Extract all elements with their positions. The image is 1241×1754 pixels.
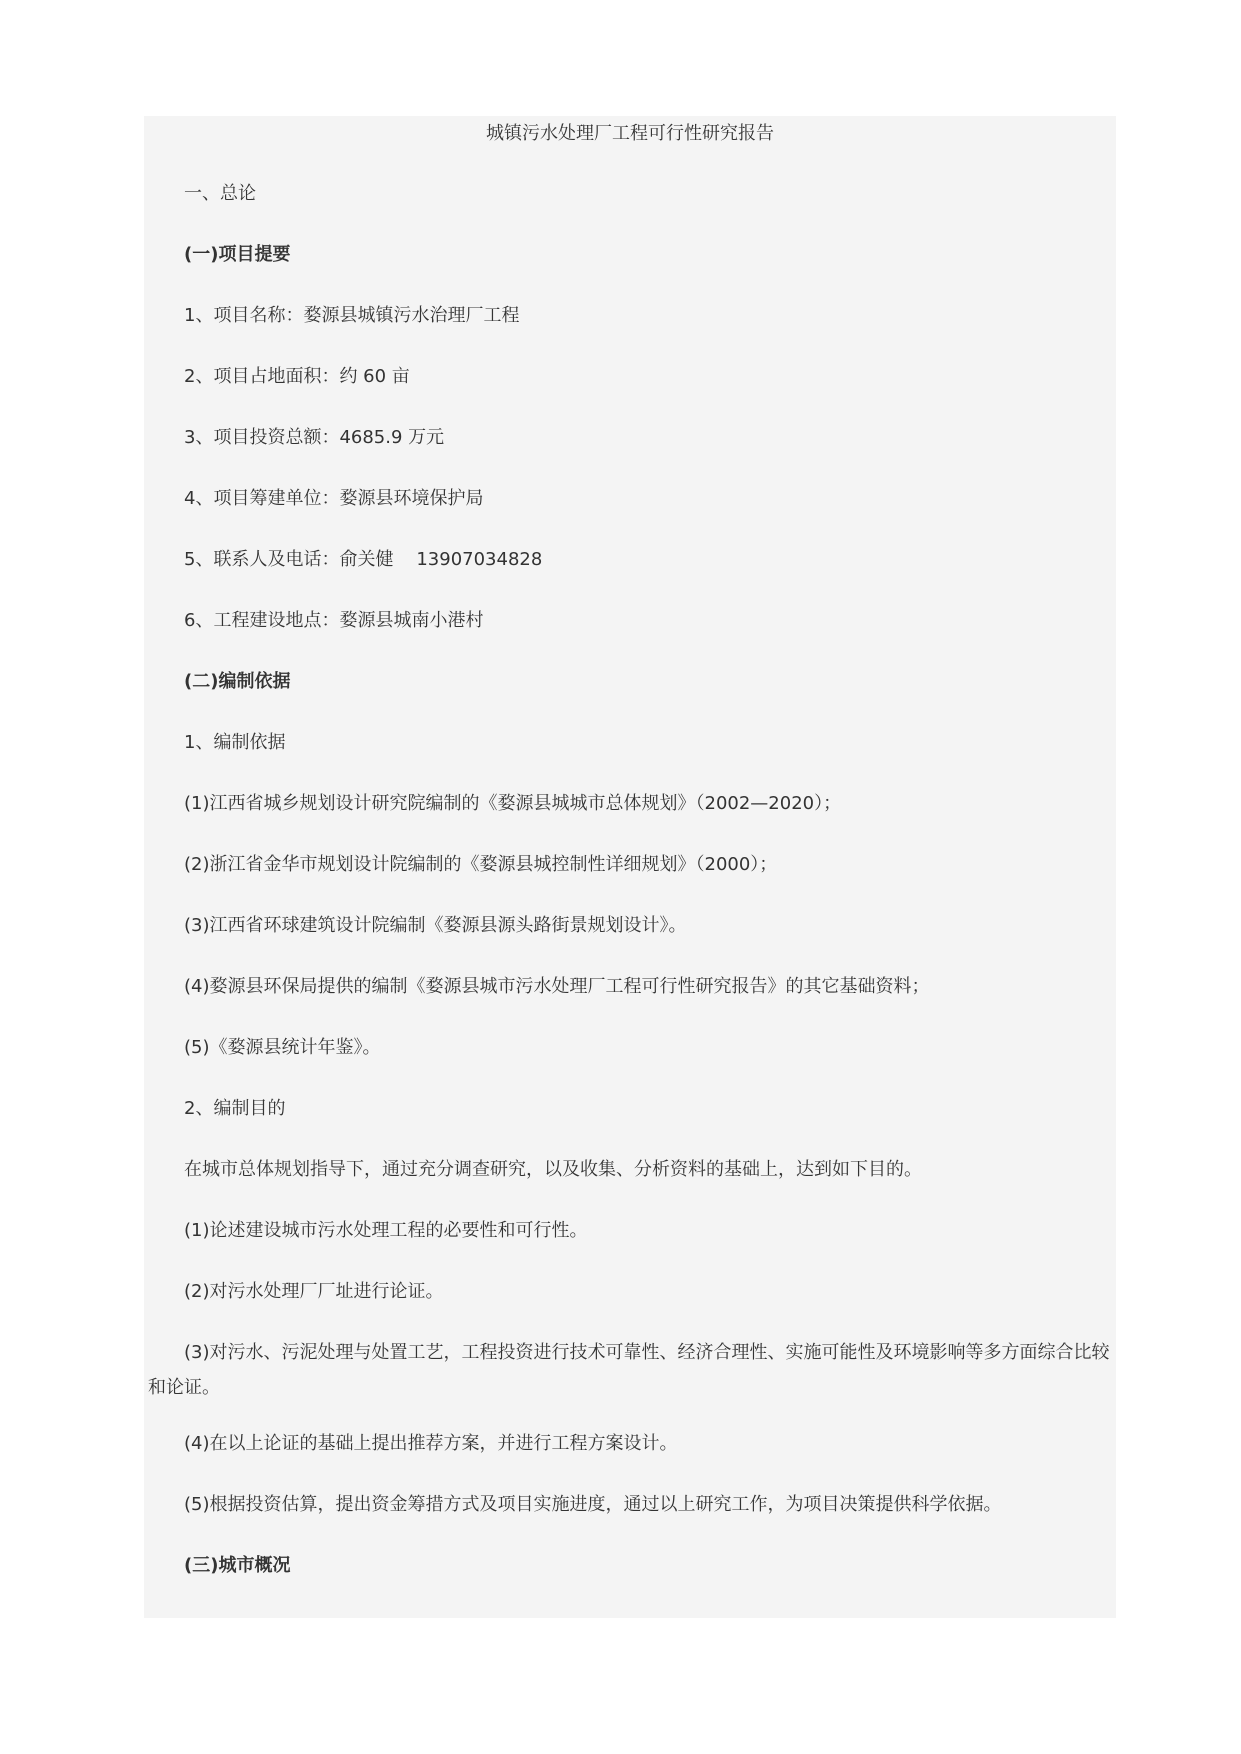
- project-area: 2、项目占地面积：约 60 亩: [184, 366, 410, 387]
- purpose-item: (5)根据投资估算，提出资金筹措方式及项目实施进度，通过以上研究工作，为项目决策提供科学依据。: [184, 1494, 1002, 1515]
- purpose-intro: 在城市总体规划指导下，通过充分调查研究，以及收集、分析资料的基础上，达到如下目的。: [184, 1159, 922, 1180]
- purpose-item: (1)论述建设城市污水处理工程的必要性和可行性。: [184, 1220, 588, 1241]
- basis-heading: 1、编制依据: [184, 732, 286, 753]
- basis-item: (1)江西省城乡规划设计研究院编制的《婺源县城城市总体规划》（2002—2020）；: [184, 793, 842, 814]
- project-name: 1、项目名称：婺源县城镇污水治理厂工程: [184, 305, 520, 326]
- project-contact: 5、联系人及电话：俞关健 13907034828: [184, 549, 543, 570]
- document-panel: [144, 116, 1116, 1618]
- basis-item: (4)婺源县环保局提供的编制《婺源县城市污水处理厂工程可行性研究报告》的其它基础资料；: [184, 976, 930, 997]
- subsection-heading: (二)编制依据: [184, 671, 291, 692]
- basis-item: (3)江西省环球建筑设计院编制《婺源县源头路街景规划设计》。: [184, 915, 687, 936]
- section-heading: 一、总论: [184, 183, 256, 204]
- document-title: 城镇污水处理厂工程可行性研究报告: [486, 123, 774, 144]
- project-location: 6、工程建设地点：婺源县城南小港村: [184, 610, 484, 631]
- purpose-item: (2)对污水处理厂厂址进行论证。: [184, 1281, 444, 1302]
- basis-item: (5)《婺源县统计年鉴》。: [184, 1037, 381, 1058]
- subsection-heading: (一)项目提要: [184, 244, 291, 265]
- purpose-item: (3)对污水、污泥处理与处置工艺，工程投资进行技术可靠性、经济合理性、实施可能性及环境影响等多方面综合比较和论证。: [148, 1342, 1110, 1398]
- basis-item: (2)浙江省金华市规划设计院编制的《婺源县城控制性详细规划》（2000）；: [184, 854, 778, 875]
- purpose-item: (4)在以上论证的基础上提出推荐方案，并进行工程方案设计。: [184, 1433, 678, 1454]
- subsection-heading: (三)城市概况: [184, 1555, 291, 1576]
- project-organizer: 4、项目筹建单位：婺源县环境保护局: [184, 488, 484, 509]
- project-investment: 3、项目投资总额：4685.9 万元: [184, 427, 445, 448]
- purpose-heading: 2、编制目的: [184, 1098, 286, 1119]
